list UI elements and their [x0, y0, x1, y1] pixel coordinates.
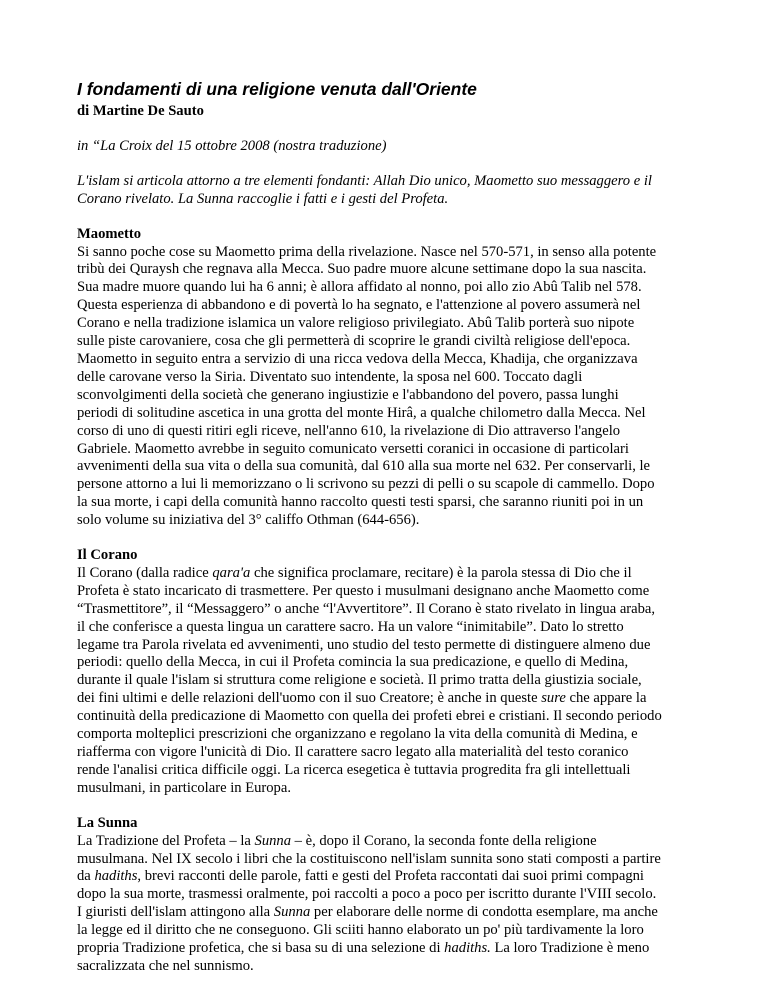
section-maometto: [77, 226, 701, 530]
section-heading: Maometto: [77, 225, 142, 242]
body-line: avvenimenti della sua vita o della sua comunità, dal 610 alla sua morte nel 632. Per conservarli, le: [77, 458, 651, 475]
body-line: Maometto in seguito entra a servizio di una ricca vedova della Mecca, Khadija, che organizzava: [77, 350, 638, 367]
text-run: La Tradizione del Profeta – la: [77, 832, 255, 849]
body-line: sulle piste carovaniere, cosa che gli permetterà di scoprire le grandi civiltà religiose dell'epoca.: [77, 333, 631, 350]
body-line: legame tra Parola rivelata ed avvenimenti, uno studio del testo permette di distinguere almeno due: [77, 636, 651, 653]
body-line: [77, 565, 701, 583]
body-line: periodi: quello della Mecca, in cui il Profeta comincia la sua predicazione, e quello di Medina,: [77, 654, 629, 671]
body-line: [77, 904, 701, 922]
article-title: I fondamenti di una religione venuta dall'Oriente: [77, 79, 477, 99]
body-line: il che conferisce a questa lingua un carattere sacro. Ha un valore “inimitabile”. Dato lo stretto: [77, 618, 624, 635]
italic-term: Sunna: [273, 904, 311, 921]
italic-term: Sunna: [254, 832, 291, 849]
text-run: La loro Tradizione è meno: [490, 940, 650, 957]
article-intro: [77, 173, 701, 209]
body-line: Si sanno poche cose su Maometto prima della rivelazione. Nasce nel 570-571, in senso alla potente: [77, 243, 657, 260]
section-sunna: [77, 815, 701, 976]
document-page: [77, 78, 701, 993]
section-body: [77, 244, 701, 531]
body-line: musulmana. Nel IX secolo i libri che la costituiscono nell'islam sunnita sono stati composti a partire: [77, 850, 661, 867]
body-line: tribù dei Quraysh che regnava alla Mecca. Suo padre muore alcune settimane dopo la sua nascita.: [77, 261, 647, 278]
body-line: dopo la sua morte, trasmessi oralmente, poi raccolti a poco a poco per iscritto durante l'VIII secolo.: [77, 886, 657, 903]
text-run: da: [77, 868, 95, 885]
body-line: la legge ed il diritto che ne conseguono. Gli sciiti hanno elaborato un po' più tardivamente la loro: [77, 922, 644, 939]
body-line: delle carovane verso la Siria. Diventato suo intendente, la sposa nel 600. Toccato dagli: [77, 368, 583, 385]
text-run: per elaborare delle norme di condotta esemplare, ma anche: [310, 904, 658, 921]
text-run: propria Tradizione profetica, che si basa su di una selezione di: [77, 940, 445, 957]
body-line: [77, 940, 701, 958]
body-line: [77, 868, 701, 886]
body-line: comporta molteplici prescrizioni che organizzano e regolano la vita della comunità di Medina, e: [77, 726, 638, 743]
body-line: periodi di solitudine ascetica in una grotta del monte Hirâ, a qualche chilometro dalla Mecca. Nel: [77, 404, 646, 421]
body-line: Profeta è stato incaricato di trasmettere. Per questo i musulmani designano anche Maometto come: [77, 582, 650, 599]
body-line: Gabriele. Maometto avrebbe in seguito comunicato versetti coranici in occasione di particolari: [77, 440, 629, 457]
body-line: durante il quale l'islam si struttura come religione e società. Il primo tratta della giustizia sociale,: [77, 672, 642, 689]
text-run: , brevi racconti delle parole, fatti e gesti del Profeta raccontati dai suoi primi compagni: [137, 868, 644, 885]
italic-term: sure: [541, 690, 566, 707]
text-run: I giuristi dell'islam attingono alla: [77, 904, 274, 921]
intro-line: L'islam si articola attorno a tre elementi fondanti: Allah Dio unico, Maometto suo messaggero e il: [77, 172, 652, 189]
section-body: [77, 833, 701, 976]
text-run: Il Corano (dalla radice: [77, 564, 213, 581]
body-line: [77, 833, 701, 851]
text-run: che appare la: [565, 690, 647, 707]
body-line: rende l'analisi critica difficile oggi. La ricerca esegetica è tuttavia progredita fra gli intellettuali: [77, 761, 631, 778]
body-line: solo volume su iniziativa del 3° califfo Othman (644-656).: [77, 512, 420, 529]
body-line: [77, 690, 701, 708]
italic-term: hadiths: [94, 868, 138, 885]
body-line: Corano e nella tradizione islamica un valore religioso privilegiato. Abû Talib porterà suo nipote: [77, 315, 635, 332]
body-line: persone attorno a lui li memorizzano o li scrivono su pezzi di pelli o su scapole di cammello. Dopo: [77, 476, 655, 493]
body-line: Sua madre muore quando lui ha 6 anni; è allora affidato al nonno, poi allo zio Abû Talib nel 578.: [77, 279, 642, 296]
italic-term: qara'a: [212, 564, 251, 581]
body-line: la sua morte, i capi della comunità hanno raccolto questi testi sparsi, che saranno riuniti poi in un: [77, 494, 644, 511]
text-run: – è, dopo il Corano, la seconda fonte della religione: [291, 832, 597, 849]
body-line: continuità della predicazione di Maometto con quella dei profeti ebrei e cristiani. Il secondo periodo: [77, 708, 662, 725]
body-line: Questa esperienza di abbandono e di povertà lo ha segnato, e l'attenzione al povero assumerà nel: [77, 297, 641, 314]
body-line: sacralizzata che nel sunnismo.: [77, 957, 254, 974]
body-line: corso di uno di questi ritiri egli riceve, nell'anno 610, la rivelazione di Dio attraverso l'angelo: [77, 422, 621, 439]
article-source: in “La Croix del 15 ottobre 2008 (nostra traduzione): [77, 137, 387, 154]
section-body: [77, 565, 701, 798]
body-line: musulmani, in particolare in Europa.: [77, 779, 291, 796]
body-line: riafferma con vigore l'unicità di Dio. Il carattere sacro legato alla materialità del testo coranico: [77, 744, 629, 760]
body-line: sconvolgimenti della società che generano ingiustizie e l'abbandono del povero, passa lunghi: [77, 386, 619, 403]
text-run: che significa proclamare, recitare) è la parola stessa di Dio che il: [250, 564, 632, 581]
intro-line: Corano rivelato. La Sunna raccoglie i fatti e i gesti del Profeta.: [77, 190, 449, 207]
italic-term: hadiths.: [444, 940, 491, 957]
body-line: “Trasmettitore”, il “Messaggero” o anche “l'Avvertitore”. Il Corano è stato rivelato in lingua araba,: [77, 600, 656, 617]
section-heading: Il Corano: [77, 547, 138, 564]
section-corano: [77, 547, 701, 798]
text-run: dei fini ultimi e delle relazioni dell'uomo con il suo Creatore; è anche in queste: [77, 690, 542, 707]
article-byline: di Martine De Sauto: [77, 103, 204, 119]
section-heading: La Sunna: [77, 814, 138, 831]
